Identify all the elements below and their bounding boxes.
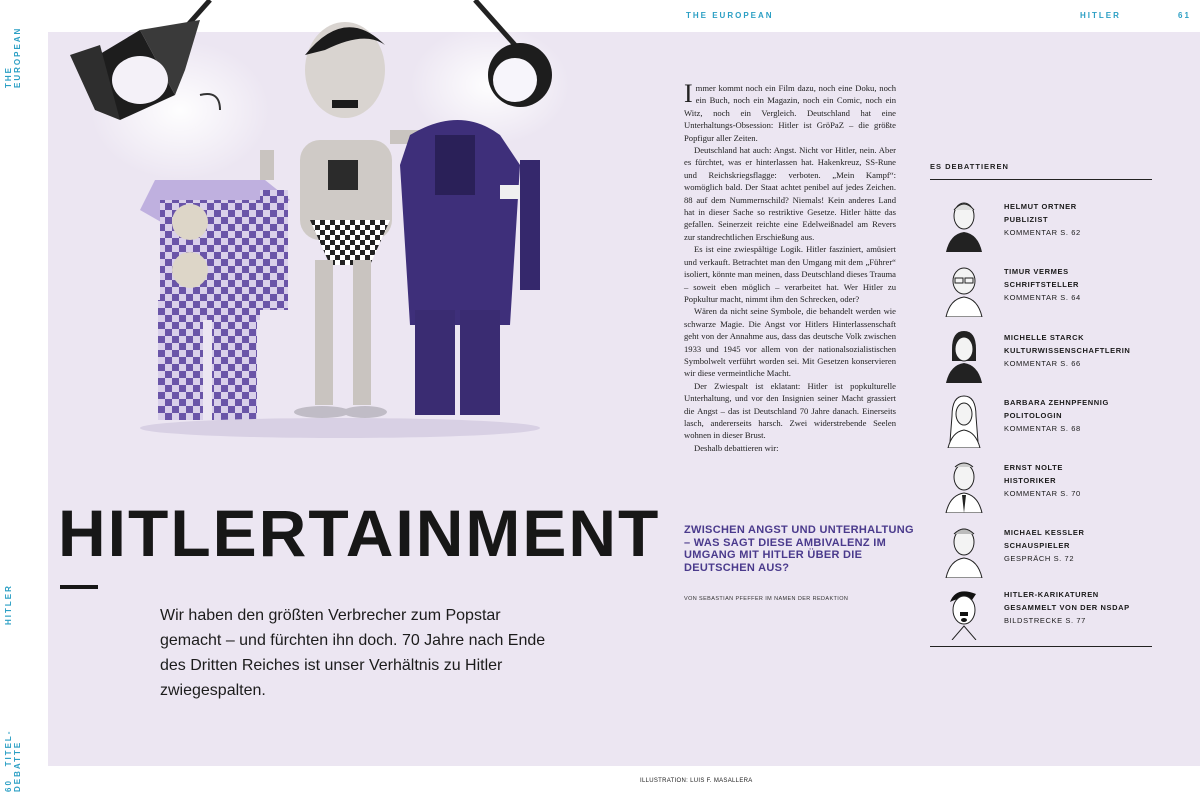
body-paragraph: Der Zwiespalt ist eklatant: Hitler ist popkulturelle Unterhaltung, und vor den Insignien seiner Macht grassiert die Angst – das ist Deutschland 70 Jahre danach. Einerseits lasch, andererseits harsch. Zwei widerstrebende Seelen wohnen in dieser Brust. xyxy=(684,380,896,441)
debater-name: MICHELLE STARCK xyxy=(1004,333,1085,342)
body-paragraph: Wären da nicht seine Symbole, die behandelt werden wie schwarze Magie. Die Angst vor Hitlers Hinterlassenschaft geht von der Annahme aus, dass das deutsche Volk zwischen 1933 und 1945 vor allem von der nationalsozialistischen Symbolwelt verführt worden sei. Mit Gesetzen konservieren wir diese vermeintliche Macht. xyxy=(684,306,896,379)
body-paragraph-text: mmer kommt noch ein Film dazu, noch eine Doku, noch ein Buch, noch ein Magazin, noch ein Comic, noch ein Witz, noch ein Vergleich. Deutschland hat eine Unterhaltungs-Obsession: Hitler ist GröPaZ – die größte Popfigur aller Zeiten. xyxy=(684,83,896,143)
side-rubric: TITEL-DEBATTE xyxy=(4,729,22,792)
debaters-title: ES DEBATTIEREN xyxy=(930,162,1152,180)
debater-name: HITLER-KARIKATUREN xyxy=(1004,590,1099,599)
debater-role: PUBLIZIST xyxy=(1004,215,1049,224)
page-number-left: 60 xyxy=(4,779,13,792)
debater-page-ref: KOMMENTAR S. 62 xyxy=(1004,228,1081,237)
debater-role: SCHAUSPIELER xyxy=(1004,541,1070,550)
article-lede: Wir haben den größten Verbrecher zum Popstar gemacht – und fürchten ihn doch. 70 Jahre nach Ende des Dritten Reiches ist unser Verhältnis zu Hitler zwiegespalten. xyxy=(160,607,546,699)
debater-entry[interactable] xyxy=(930,196,1152,252)
portrait-sketch-icon xyxy=(942,196,986,252)
portrait-sketch-icon xyxy=(942,327,986,383)
side-section-label: HITLER xyxy=(4,584,13,625)
debater-role: KULTURWISSENSCHAFTLERIN xyxy=(1004,346,1131,355)
debater-entry[interactable] xyxy=(930,327,1152,383)
debater-entry[interactable] xyxy=(930,261,1152,317)
debater-role: HISTORIKER xyxy=(1004,476,1057,485)
debater-role: GESAMMELT VON DER NSDAP xyxy=(1004,603,1130,612)
debater-name: HELMUT ORTNER xyxy=(1004,202,1077,211)
debater-page-ref: BILDSTRECKE S. 77 xyxy=(1004,616,1086,625)
debater-name: BARBARA ZEHNPFENNIG xyxy=(1004,398,1109,407)
portrait-sketch-icon xyxy=(942,392,986,448)
debater-name: TIMUR VERMES xyxy=(1004,267,1069,276)
debater-name: ERNST NOLTE xyxy=(1004,463,1063,472)
drop-cap: I xyxy=(684,79,693,108)
debater-entry[interactable] xyxy=(930,392,1152,448)
body-paragraph: Deshalb debattieren wir: xyxy=(694,442,779,453)
side-footer-label xyxy=(4,688,24,792)
body-paragraph: Deutschland hat auch: Angst. Nicht vor Hitler, nein. Aber es fürchtet, was er hinterlassen hat. Hakenkreuz, SS-Rune und Reichskriegsflagge: verboten. „Mein Kampf“: womöglich bald. Der Staat achtet penibel auf jedes Zeichen. 88 auf dem Nummernschild? Niemals! Kein anderes Land hat in dieser Sache so restriktive Gesetze. Hitler hätte das gefallen. Seinerzeit reichte eine Edelweißnadel am Revers zur standrechtlichen Erschießung aus. xyxy=(684,145,896,242)
debate-question: ZWISCHEN ANGST UND UNTERHALTUNG – WAS SAGT DIESE AMBIVALENZ IM UMGANG MIT HITLER ÜBER DIE DEUTSCHEN AUS? xyxy=(684,524,914,574)
debater-entry[interactable] xyxy=(930,584,1152,640)
article-byline: VON SEBASTIAN PFEFFER IM NAMEN DER REDAKTION xyxy=(684,596,849,602)
page-number-right: 61 xyxy=(1178,11,1191,20)
running-head-magazine: THE EUROPEAN xyxy=(686,11,774,20)
debater-page-ref: KOMMENTAR S. 66 xyxy=(1004,359,1081,368)
body-paragraph xyxy=(684,79,896,144)
debater-entry[interactable] xyxy=(930,522,1152,578)
portrait-sketch-icon xyxy=(942,522,986,578)
running-head-section: HITLER xyxy=(1080,11,1121,20)
body-paragraph: Es ist eine zwiespältige Logik. Hitler fasziniert, amüsiert und verkauft. Betrachtet man den Umgang mit dem „Führer“ isoliert, könnte man meinen, dass Deutschland dieses Trauma – soweit eben möglich – verarbeitet hat. Wer Hitler zu Popkultur macht, nimmt ihm den Schrecken, oder? xyxy=(684,244,896,304)
debater-entry[interactable] xyxy=(930,457,1152,513)
debater-page-ref: KOMMENTAR S. 64 xyxy=(1004,293,1081,302)
debater-name: MICHAEL KESSLER xyxy=(1004,528,1085,537)
debater-page-ref: KOMMENTAR S. 70 xyxy=(1004,489,1081,498)
debater-page-ref: KOMMENTAR S. 68 xyxy=(1004,424,1081,433)
debater-role: SCHRIFTSTELLER xyxy=(1004,280,1080,289)
portrait-sketch-icon xyxy=(942,261,986,317)
portrait-sketch-icon xyxy=(942,457,986,513)
debaters-panel xyxy=(930,162,1152,180)
hero-illustration xyxy=(60,0,580,450)
debater-role: POLITOLOGIN xyxy=(1004,411,1063,420)
article-body xyxy=(684,79,896,454)
caricature-sketch-icon xyxy=(942,584,986,640)
headline-rule xyxy=(60,585,98,589)
illustration-credit: ILLUSTRATION: LUIS F. MASALLERA xyxy=(640,778,753,784)
uniform-icon xyxy=(400,120,540,415)
panel-bottom-rule xyxy=(930,646,1152,647)
side-magazine-label: THE EUROPEAN xyxy=(4,26,22,88)
debater-page-ref: GESPRÄCH S. 72 xyxy=(1004,554,1075,563)
article-headline: HITLERTAINMENT xyxy=(58,496,661,570)
